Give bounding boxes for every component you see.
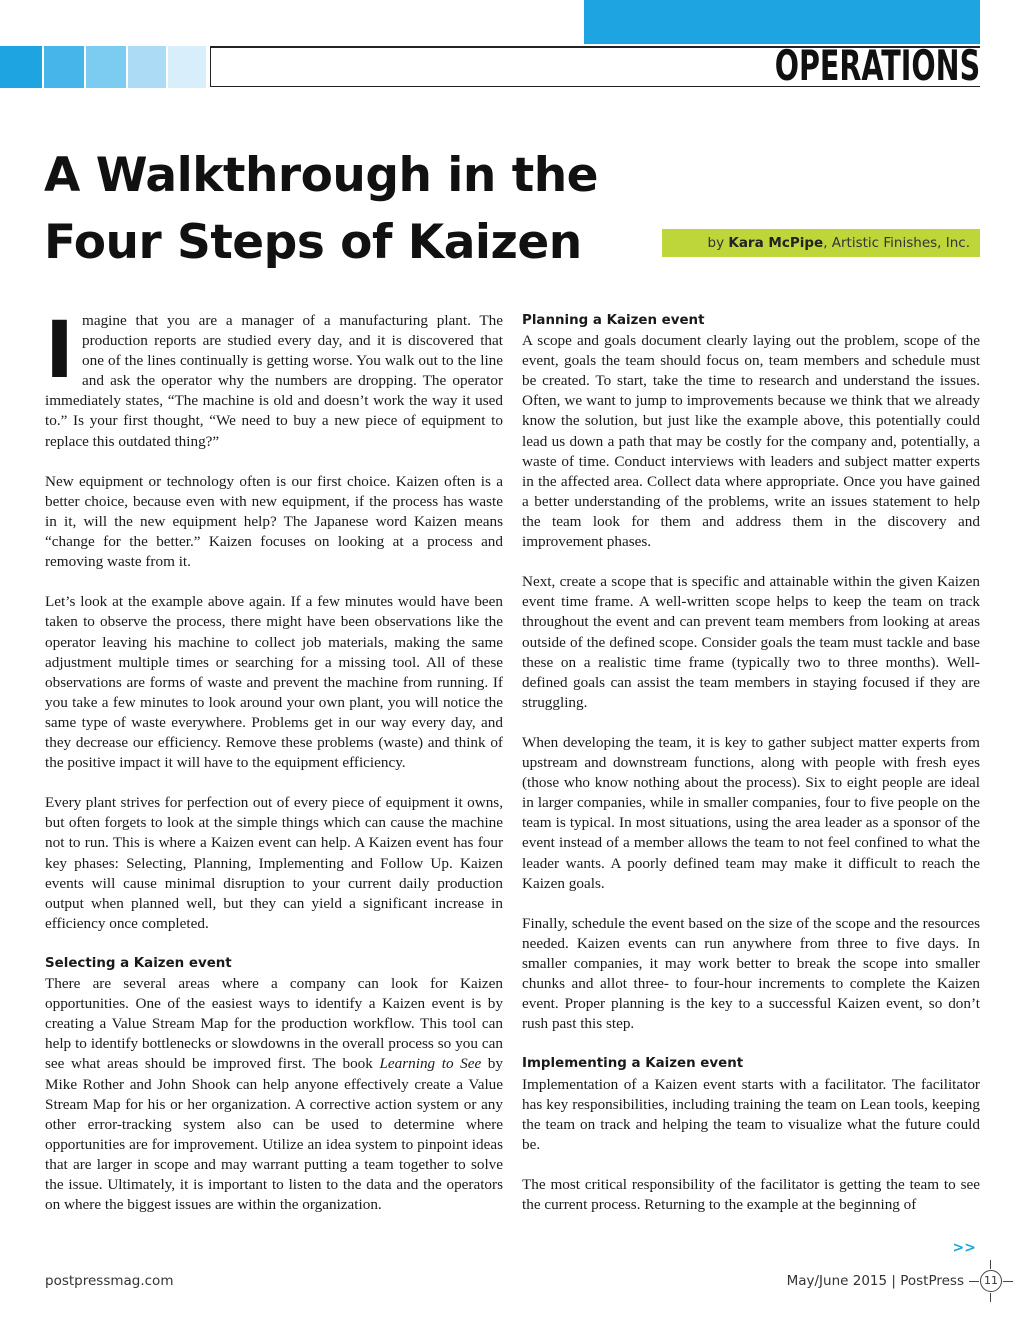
paragraph-text: by Mike Rother and John Shook can help anyone effectively create a Value Stream Map for his or her organization. A corrective action system or any other error-tracking system also can be used to determine where opportunities are for improvement. Utilize an idea system to pinpoint ideas that are larger in scope and may warrant putting a team together to solve the issue. Ultimately, it is important to listen to the data and the operators on where the biggest issues are within the organization. [45, 1055, 503, 1214]
body-paragraph: Next, create a scope that is specific and attainable within the given Kaizen event time frame. A well-written scope helps to keep the team on track throughout the event and can prevent team members from looking at areas outside of the defined scope. Consider goals the team must tackle and base these on a realistic time frame (typically two to three months). Well-defined goals can assist the team members in staying focused if they are struggling. [522, 573, 980, 711]
footer-website: postpressmag.com [45, 1273, 174, 1289]
book-title: Learning to See [379, 1055, 482, 1073]
section-label: OPERATIONS [774, 41, 980, 90]
right-column [522, 311, 980, 1235]
header-square [168, 46, 206, 88]
subheading-implementing: Implementing a Kaizen event [522, 1056, 744, 1072]
continue-arrow: >> [952, 1240, 976, 1256]
header-rule [210, 46, 211, 87]
paragraph-text: magine that you are a manager of a manufacturing plant. The production reports are studied every day, and it is discovered that one of the lines continually is getting worse. You walk out to the line and ask the operator why the numbers are dropping. The operator immediately states, “The machine is old and doesn’t work the way it used to.” Is your first thought, “We need to buy a new piece of equipment to replace this outdated thing?” [45, 312, 503, 450]
body-paragraph [45, 974, 503, 1215]
author-affiliation: , Artistic Finishes, Inc. [823, 235, 970, 251]
registration-mark [1003, 1281, 1013, 1282]
title-line: Four Steps of Kaizen [44, 215, 582, 270]
registration-mark [969, 1281, 979, 1282]
header-square [0, 46, 42, 88]
body-paragraph: Finally, schedule the event based on the size of the scope and the resources needed. Kaizen events can run anywhere from three to five days. In smaller companies, it may work better to break the scope into smaller chunks and allot three- to four-hour increments to complete the Kaizen event. Proper planning is the key to a successful Kaizen event, so don’t rush past this step. [522, 914, 980, 1033]
subheading-planning: Planning a Kaizen event [522, 313, 705, 328]
page-number: 11 [980, 1270, 1002, 1292]
body-paragraph: New equipment or technology often is our first choice. Kaizen often is a better choice, because even with new equipment, if the process has waste in it, will the new equipment help? The Japanese word Kaizen means “change for the better.” Kaizen focuses on looking at a process and removing waste from it. [45, 472, 503, 571]
body-paragraph: Implementation of a Kaizen event starts with a facilitator. The facilitator has key responsibilities, including training the team on Lean tools, keeping the team on track and helping the team to visualize what the future could be. [522, 1075, 980, 1153]
body-paragraph: Let’s look at the example above again. If a few minutes would have been taken to observe the process, there might have been observations like the operator leaving his machine to collect job materials, making the same adjustment multiple times or searching for a missing tool. All of these observations are forms of waste and prevent the machine from running. If you take a few minutes to look around your own plant, you will notice the same type of waste everywhere. Problems get in our way every day, and they decrease our efficiency. Remove these problems (waste) and think of the positive impact it will have to the equipment efficiency. [45, 593, 503, 772]
drop-cap: I [45, 306, 75, 396]
header-accent-bar [584, 0, 980, 44]
left-column [45, 306, 503, 1235]
body-paragraph: A scope and goals document clearly laying out the problem, scope of the event, goals the team should focus on, team members and schedule must be created. To start, take the time to research and understand the issues. Often, we want to jump to improvements because we think that we already know the solution, but just like the example above, this potentially could lead us down a path that may be costly for the company and, potentially, a waste of time. Conduct interviews with leaders and subject matter experts in the affected area. Collect data where appropriate. Once you have gained a better understanding of the problems, write an issues statement to help the team look for them and address them in the discovery and improvement phases. [522, 332, 980, 551]
byline-prefix: by [707, 235, 725, 251]
footer-issue: May/June 2015 | PostPress [786, 1273, 964, 1289]
paragraph-text: There are several areas where a company can look for Kaizen opportunities. One of the easiest ways to identify a Kaizen event is by creating a Value Stream Map for the production workflow. This tool can help to identify bottlenecks or slowdowns in the overall process so you can see what areas should be improved first. The book [45, 975, 503, 1073]
byline [662, 229, 980, 257]
title-line: A Walkthrough in the [44, 148, 599, 203]
header-square [44, 46, 84, 88]
header-square [128, 46, 166, 88]
body-paragraph [45, 306, 503, 452]
body-paragraph: When developing the team, it is key to gather subject matter experts from upstream and downstream functions, along with people with fresh eyes (those who know nothing about the process). Six to eight people are ideal in larger companies, while in smaller companies, four to five people on the team is typical. In most situations, using the area leader as a sponsor of the event instead of a member allows the team to not feel confined to what the leader wants. A poorly defined team may make it difficult to reach the Kaizen goals. [522, 733, 980, 892]
article-title [44, 142, 598, 276]
author-name: Kara McPipe [728, 235, 824, 251]
subheading-selecting: Selecting a Kaizen event [45, 956, 232, 971]
body-paragraph: Every plant strives for perfection out of every piece of equipment it owns, but often forgets to look at the simple things which can cause the machine not to run. This is where a Kaizen event can help. A Kaizen event has four key phases: Selecting, Planning, Implementing and Follow Up. Kaizen events will cause minimal disruption to your current daily production output when planned well, but they can yield a significant increase in efficiency once completed. [45, 794, 503, 932]
registration-mark [990, 1260, 991, 1269]
registration-mark [990, 1293, 991, 1302]
body-paragraph: The most critical responsibility of the facilitator is getting the team to see the current process. Returning to the example at the beginning of [522, 1176, 980, 1214]
header-square [86, 46, 126, 88]
